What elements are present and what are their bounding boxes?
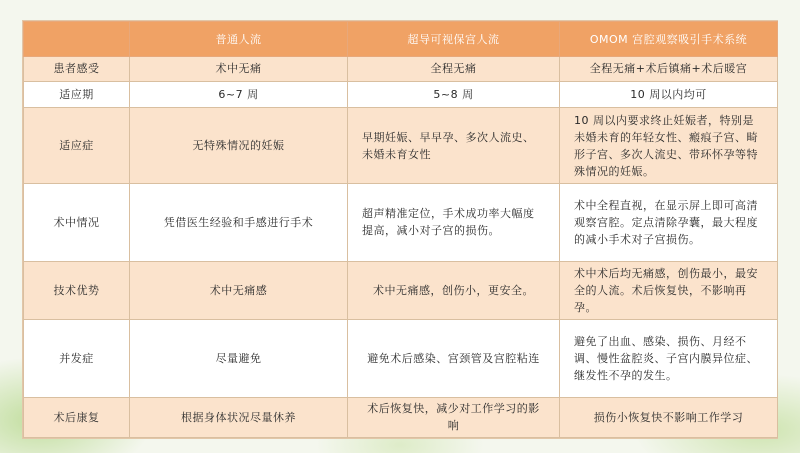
comparison-table [23,21,778,438]
cell-col3: 10 周以内要求终止妊娠者，特别是未婚未育的年轻女性、瘢痕子宫、畸形子宫、多次人流史、带环怀孕等特殊情况的妊娠。 [560,108,778,183]
table-row [24,81,778,108]
table-row [24,261,778,319]
cell-col2: 避免术后感染、宫颈管及宫腔粘连 [348,319,560,397]
cell-col3: 避免了出血、感染、损伤、月经不调、慢性盆腔炎、子宫内膜异位症、继发性不孕的发生。 [560,319,778,397]
cell-col2: 全程无痛 [348,57,560,82]
cell-col1: 凭借医生经验和手感进行手术 [130,183,348,261]
cell-col1: 术中无痛感 [130,261,348,319]
row-label: 适应症 [24,108,130,183]
cell-col3: 10 周以内均可 [560,81,778,108]
comparison-table-frame [22,20,778,439]
table-row [24,397,778,437]
row-label: 术后康复 [24,397,130,437]
table-row [24,108,778,183]
cell-col1: 无特殊情况的妊娠 [130,108,348,183]
cell-col3: 术中术后均无痛感，创伤最小，最安全的人流。术后恢复快，不影响再孕。 [560,261,778,319]
header-empty-cell [24,22,130,57]
cell-col2: 超声精准定位，手术成功率大幅度提高，减小对子宫的损伤。 [348,183,560,261]
row-label: 适应期 [24,81,130,108]
cell-col3: 损伤小恢复快不影响工作学习 [560,397,778,437]
row-label: 并发症 [24,319,130,397]
cell-col3: 术中全程直视，在显示屏上即可高清观察宫腔。定点清除孕囊，最大程度的减小手术对子宫损伤。 [560,183,778,261]
header-omom-system: OMOM 宫腔观察吸引手术系统 [560,22,778,57]
cell-col1: 根据身体状况尽量休养 [130,397,348,437]
cell-col2: 早期妊娠、早早孕、多次人流史、未婚未育女性 [348,108,560,183]
header-ultrasound-visual-abortion: 超导可视保宫人流 [348,22,560,57]
cell-col3: 全程无痛+术后镇痛+术后暖宫 [560,57,778,82]
table-row [24,319,778,397]
header-ordinary-abortion: 普通人流 [130,22,348,57]
row-label: 技术优势 [24,261,130,319]
table-row [24,183,778,261]
table-row [24,57,778,82]
cell-col1: 6~7 周 [130,81,348,108]
row-label: 术中情况 [24,183,130,261]
cell-col2: 术后恢复快，减少对工作学习的影响 [348,397,560,437]
cell-col1: 尽量避免 [130,319,348,397]
cell-col2: 5~8 周 [348,81,560,108]
row-label: 患者感受 [24,57,130,82]
cell-col2: 术中无痛感，创伤小，更安全。 [348,261,560,319]
cell-col1: 术中无痛 [130,57,348,82]
table-header-row [24,22,778,57]
